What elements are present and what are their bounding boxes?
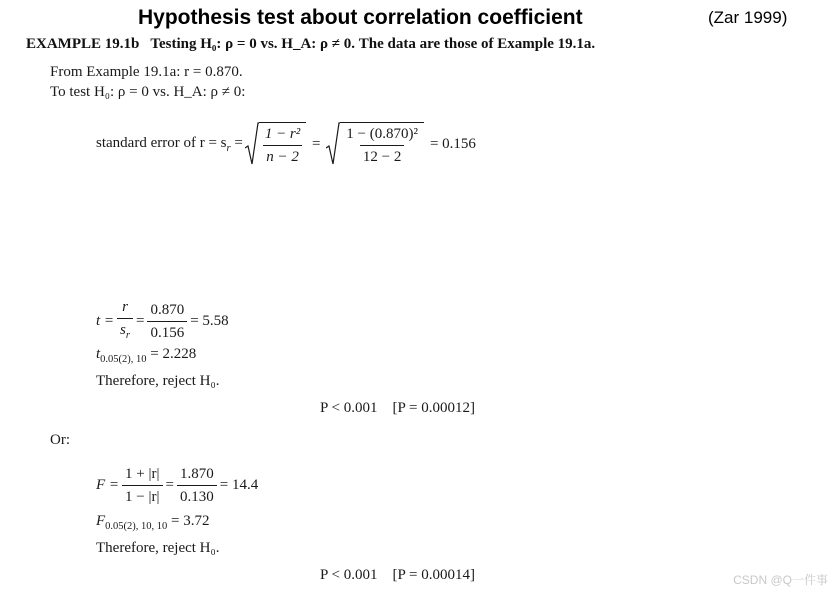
f-lhs: F = (96, 477, 120, 493)
sqrt-numeric: $\frac{\text{1 − (0.870)²}}{12 - 2}$ (326, 122, 424, 166)
watermark: CSDN @Q一件事 (733, 573, 828, 587)
standard-error-equation: standard error of $r = s_r$ = $\frac{\text{1 − r²}}{n - 2}$ = $\frac{\text{1 − (0.870)²}}{12 - 2}$ = 0.156 (96, 122, 476, 166)
stderr-lead: standard error of $r = s_r$ = (96, 134, 243, 154)
t-fraction-numeric: $\frac{0.870}{0.156}$ (147, 301, 187, 342)
t-fraction-symbolic: $\frac{r}{s_r}$ (117, 298, 133, 345)
t-lhs: t = (96, 313, 115, 329)
example-label: EXAMPLE 19.1b (26, 36, 140, 52)
t-conclusion: Therefore, reject H₀. (96, 373, 220, 389)
f-fraction-numeric: $\frac{1.870}{0.130}$ (177, 465, 217, 506)
t-result: = 5.58 (190, 313, 229, 329)
or-label: Or: (50, 432, 70, 448)
f-critical-value: $F_{0.05(2), 10, 10} = 3.72$ (96, 513, 210, 532)
f-conclusion: Therefore, reject H₀. (96, 540, 220, 556)
radical-icon (245, 122, 259, 166)
stderr-result: = 0.156 (429, 135, 476, 152)
citation: (Zar 1999) (708, 8, 788, 27)
t-statistic-equation: t = $\frac{r}{s_r}$ = $\frac{0.870}{0.156}$ = 5.58 (96, 298, 229, 345)
intro-line-1: From Example 19.1a: r = 0.870. (50, 64, 243, 80)
f-p-value: P < 0.001 [P = 0.00014] (320, 567, 475, 583)
f-result: = 14.4 (219, 477, 259, 493)
radical-icon (326, 122, 340, 166)
example-heading (26, 36, 595, 53)
t-p-value: P < 0.001 [P = 0.00012] (320, 400, 475, 416)
f-fraction-symbolic: $\frac{1 + |r|}{1 - |r|}$ (122, 465, 162, 506)
t-critical-value: $t_{0.05(2), 10} = 2.228$ (96, 346, 197, 365)
page-title: Hypothesis test about correlation coefficient (138, 6, 583, 29)
intro-line-2: To test H₀: ρ = 0 vs. H_A: ρ ≠ 0: (50, 84, 246, 100)
f-statistic-equation: F = $\frac{1 + |r|}{1 - |r|}$ = $\frac{1.870}{0.130}$ = 14.4 (96, 466, 259, 505)
sqrt-symbolic: $\frac{\text{1 − r²}}{n - 2}$ (245, 122, 306, 166)
example-description: Testing H₀: ρ = 0 vs. H_A: ρ ≠ 0. The data are those of Example 19.1a. (150, 36, 596, 52)
